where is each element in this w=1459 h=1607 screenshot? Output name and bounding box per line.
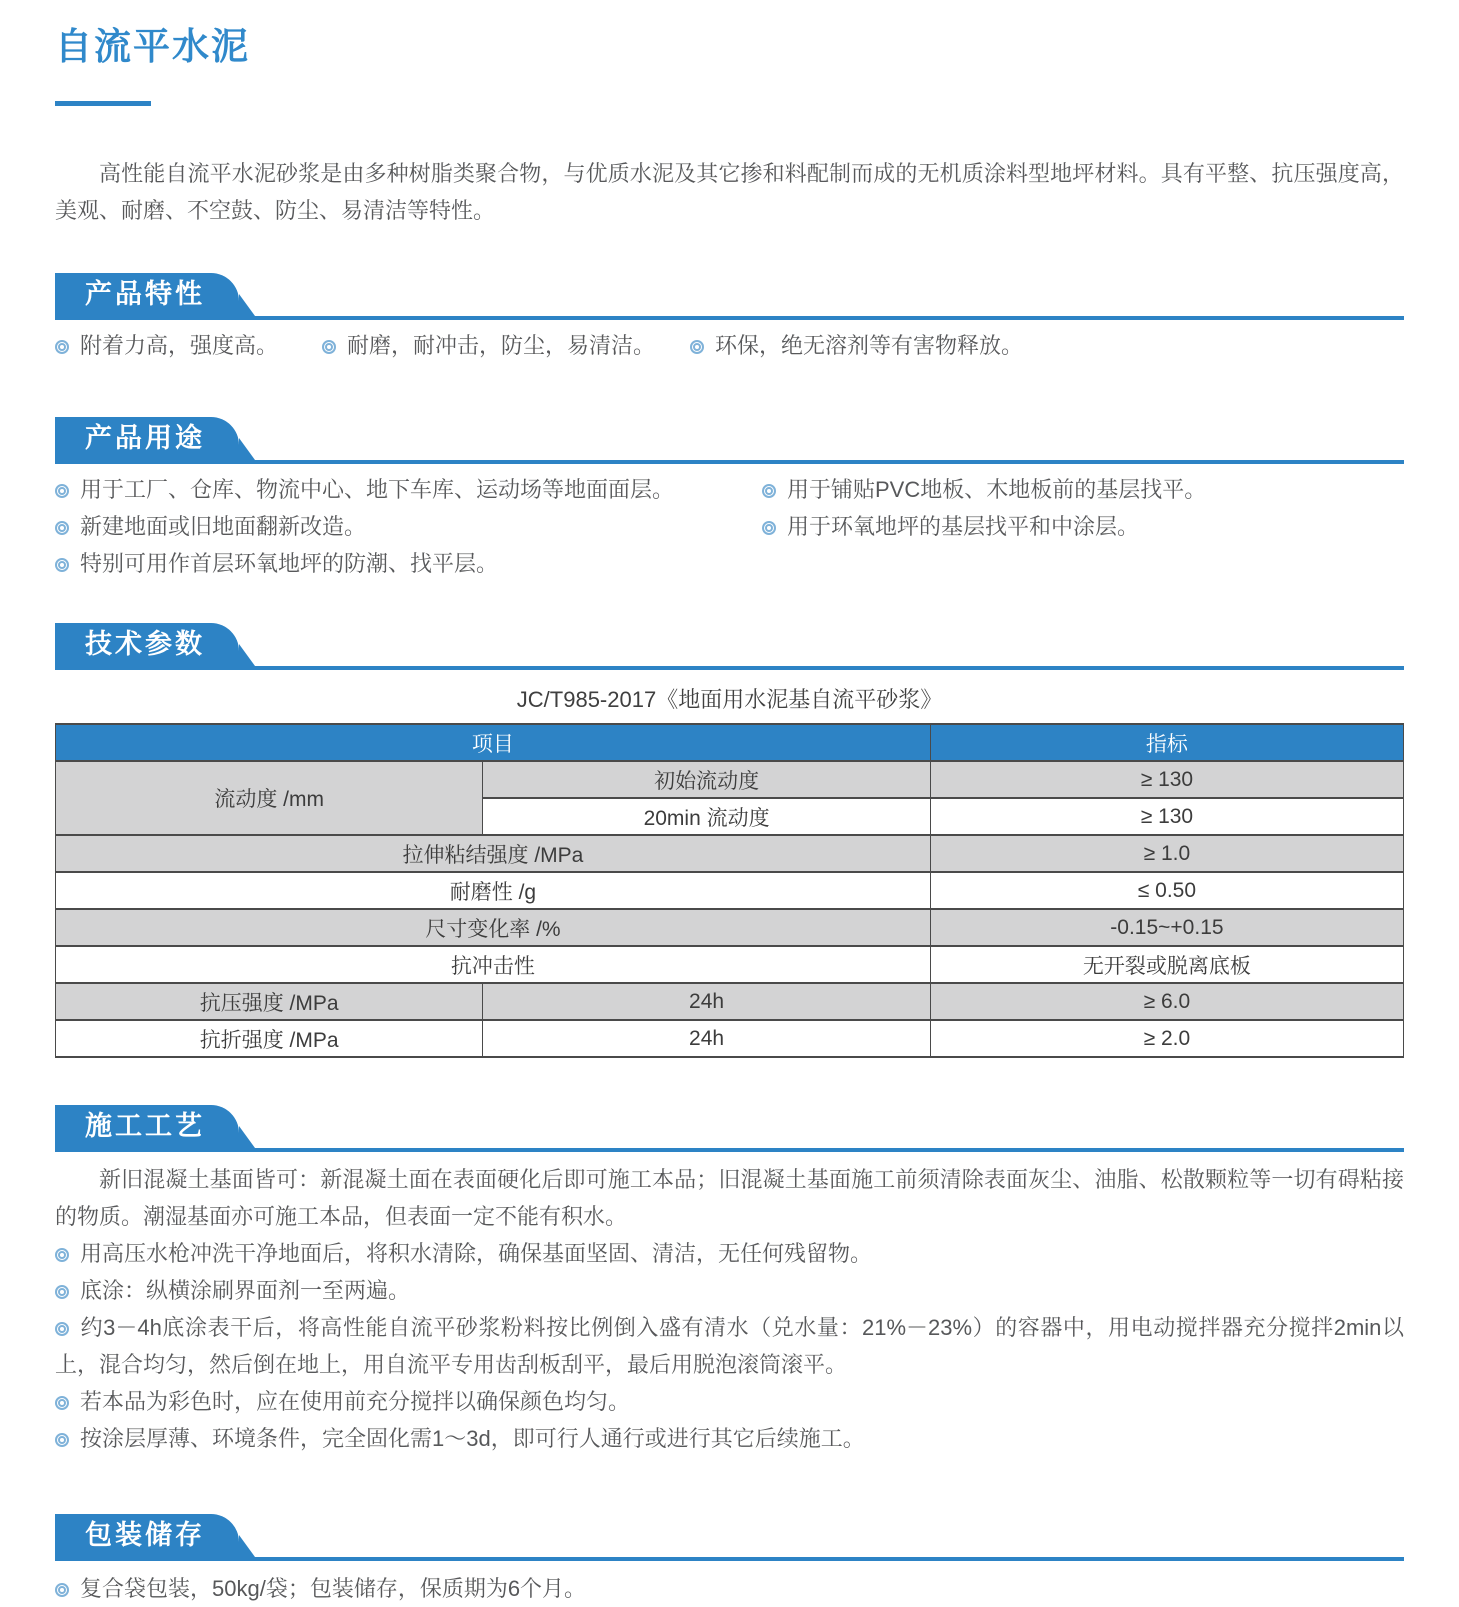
list-item [55, 1272, 1404, 1309]
param-value: ≥ 1.0 [930, 835, 1403, 872]
table-row [56, 761, 1404, 798]
use-text: 用于环氧地坪的基层找平和中涂层。 [787, 514, 1140, 539]
intro-paragraph: 高性能自流平水泥砂浆是由多种树脂类聚合物，与优质水泥及其它掺和料配制而成的无机质涂料型地坪材料。具有平整、抗压强度高，美观、耐磨、不空鼓、防尘、易清洁等特性。 [55, 161, 1404, 223]
uses-list [55, 471, 1404, 582]
list-item [55, 1420, 1404, 1457]
section-banner-tech [55, 623, 1404, 670]
param-label: 流动度 /mm [56, 761, 483, 835]
process-step-text: 约3－4h底涂表干后，将高性能自流平砂浆粉料按比例倒入盛有清水（兑水量：21%－23%）的容器中，用电动搅拌器充分搅拌2min以上，混合均匀，然后倒在地上，用自流平专用齿刮板刮平，最后用脱泡滚筒滚平。 [55, 1315, 1404, 1377]
list-item [322, 327, 690, 364]
double-ring-bullet-icon [55, 521, 69, 535]
list-item [55, 1570, 1404, 1607]
process-step-text: 底涂：纵横涂刷界面剂一至两遍。 [80, 1278, 411, 1303]
feature-text: 耐磨，耐冲击，防尘，易清洁。 [347, 333, 656, 358]
column-header-item: 项目 [56, 724, 931, 761]
param-label: 抗冲击性 [56, 946, 931, 983]
title-underline [55, 101, 151, 106]
table-row [56, 983, 1404, 1020]
page-title: 自流平水泥 [55, 26, 250, 67]
double-ring-bullet-icon [55, 340, 69, 354]
uses-right-column [762, 471, 1404, 582]
section-heading-tech: 技术参数 [55, 623, 239, 666]
double-ring-bullet-icon [55, 1396, 69, 1410]
list-item [55, 471, 762, 508]
double-ring-bullet-icon [55, 1322, 69, 1336]
list-item [55, 545, 762, 582]
double-ring-bullet-icon [55, 558, 69, 572]
double-ring-bullet-icon [762, 484, 776, 498]
param-sublabel: 20min 流动度 [483, 798, 931, 835]
double-ring-bullet-icon [762, 521, 776, 535]
use-text: 用于铺贴PVC地板、木地板前的基层找平。 [787, 477, 1207, 502]
table-row [56, 946, 1404, 983]
param-value: ≥ 130 [930, 761, 1403, 798]
param-label: 尺寸变化率 /% [56, 909, 931, 946]
param-value: 无开裂或脱离底板 [930, 946, 1403, 983]
double-ring-bullet-icon [55, 1583, 69, 1597]
double-ring-bullet-icon [55, 1433, 69, 1447]
section-banner-process [55, 1105, 1404, 1152]
param-sublabel: 24h [483, 983, 931, 1020]
packaging-list [55, 1570, 1404, 1607]
param-value: ≤ 0.50 [930, 872, 1403, 909]
process-step-text: 若本品为彩色时，应在使用前充分搅拌以确保颜色均匀。 [80, 1389, 631, 1414]
tech-parameters-table [55, 723, 1404, 1058]
use-text: 特别可用作首层环氧地坪的防潮、找平层。 [80, 551, 499, 576]
process-step-text: 按涂层厚薄、环境条件，完全固化需1～3d，即可行人通行或进行其它后续施工。 [80, 1426, 865, 1451]
param-value: ≥ 6.0 [930, 983, 1403, 1020]
list-item [55, 1309, 1404, 1383]
process-intro-paragraph: 新旧混凝土基面皆可：新混凝土面在表面硬化后即可施工本品；旧混凝土基面施工前须清除表面灰尘、油脂、松散颗粒等一切有碍粘接的物质。潮湿基面亦可施工本品，但表面一定不能有积水。 [55, 1167, 1404, 1229]
param-sublabel: 24h [483, 1020, 931, 1057]
use-text: 新建地面或旧地面翻新改造。 [80, 514, 367, 539]
uses-left-column [55, 471, 762, 582]
table-header-row [56, 724, 1404, 761]
section-heading-process: 施工工艺 [55, 1105, 239, 1148]
param-label: 拉伸粘结强度 /MPa [56, 835, 931, 872]
param-value: ≥ 2.0 [930, 1020, 1403, 1057]
table-row [56, 1020, 1404, 1057]
double-ring-bullet-icon [55, 484, 69, 498]
double-ring-bullet-icon [55, 1285, 69, 1299]
use-text: 用于工厂、仓库、物流中心、地下车库、运动场等地面面层。 [80, 477, 675, 502]
param-sublabel: 初始流动度 [483, 761, 931, 798]
section-heading-features: 产品特性 [55, 273, 239, 316]
packaging-text: 复合袋包装，50kg/袋；包装储存，保质期为6个月。 [80, 1576, 587, 1601]
double-ring-bullet-icon [55, 1248, 69, 1262]
param-value: ≥ 130 [930, 798, 1403, 835]
process-list [55, 1235, 1404, 1457]
features-list [55, 327, 1404, 364]
table-row [56, 872, 1404, 909]
list-item [762, 508, 1404, 545]
table-caption: JC/T985-2017《地面用水泥基自流平砂浆》 [516, 687, 943, 712]
param-label: 耐磨性 /g [56, 872, 931, 909]
section-heading-packaging: 包装储存 [55, 1514, 239, 1557]
param-value: -0.15~+0.15 [930, 909, 1403, 946]
section-banner-features [55, 273, 1404, 320]
feature-text: 附着力高，强度高。 [80, 333, 279, 358]
process-step-text: 用高压水枪冲洗干净地面后，将积水清除，确保基面坚固、清洁，无任何残留物。 [80, 1241, 873, 1266]
table-row [56, 909, 1404, 946]
double-ring-bullet-icon [322, 340, 336, 354]
table-row [56, 835, 1404, 872]
list-item [762, 471, 1404, 508]
list-item [55, 1383, 1404, 1420]
list-item [55, 327, 322, 364]
param-label: 抗折强度 /MPa [56, 1020, 483, 1057]
list-item [690, 327, 1404, 364]
list-item [55, 1235, 1404, 1272]
list-item [55, 508, 762, 545]
section-banner-packaging [55, 1514, 1404, 1561]
double-ring-bullet-icon [690, 340, 704, 354]
param-label: 抗压强度 /MPa [56, 983, 483, 1020]
column-header-index: 指标 [930, 724, 1403, 761]
section-banner-uses [55, 417, 1404, 464]
section-heading-uses: 产品用途 [55, 417, 239, 460]
feature-text: 环保，绝无溶剂等有害物释放。 [715, 333, 1024, 358]
